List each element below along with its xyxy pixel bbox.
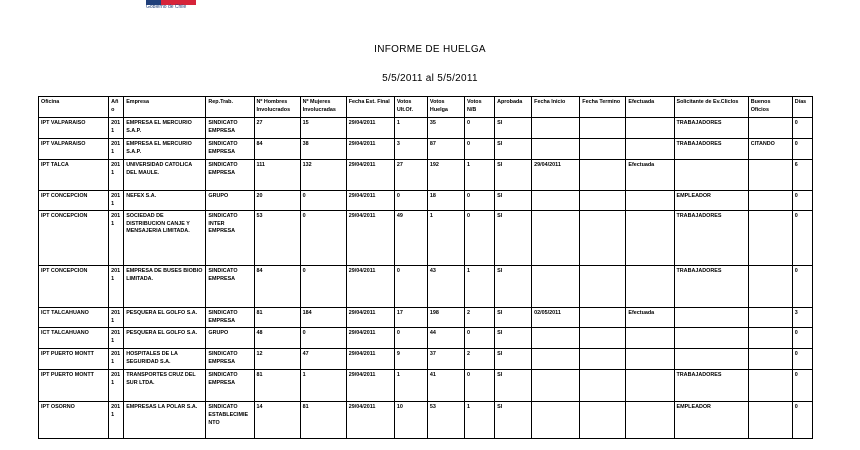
table-cell: 29/04/2011 <box>346 328 394 349</box>
table-cell: TRABAJADORES <box>674 139 748 160</box>
table-cell: 29/04/2011 <box>346 191 394 211</box>
table-cell: SI <box>495 118 532 139</box>
header-solicitante: Solicitante de Ev.Cliclos <box>674 97 748 118</box>
table-cell: SINDICATO EMPRESA <box>206 308 254 328</box>
table-cell <box>580 349 626 370</box>
header-dias: Días <box>792 97 812 118</box>
table-row <box>39 160 813 191</box>
table-cell: 84 <box>254 139 300 160</box>
header-votos-huelga: Votos Huelga <box>427 97 464 118</box>
table-cell <box>580 211 626 266</box>
table-cell: 198 <box>427 308 464 328</box>
table-cell: 0 <box>792 211 812 266</box>
header-fecha-inicio: Fecha Inicio <box>532 97 580 118</box>
table-cell: TRABAJADORES <box>674 370 748 402</box>
table-cell: TRABAJADORES <box>674 266 748 308</box>
table-cell: IPT TALCA <box>39 160 109 191</box>
table-cell <box>580 402 626 439</box>
table-cell: 9 <box>394 349 427 370</box>
table-row <box>39 328 813 349</box>
table-cell <box>748 402 792 439</box>
table-cell: SINDICATO EMPRESA <box>206 349 254 370</box>
table-cell <box>580 266 626 308</box>
header-ano: Año <box>109 97 124 118</box>
table-cell: 0 <box>465 328 495 349</box>
table-cell: EMPLEADOR <box>674 402 748 439</box>
header-buenos-oficios: Buenos Oficios <box>748 97 792 118</box>
table-cell <box>748 328 792 349</box>
table-cell: SINDICATO EMPRESA <box>206 160 254 191</box>
strike-report-table <box>38 96 813 439</box>
table-cell: SI <box>495 349 532 370</box>
table-row <box>39 370 813 402</box>
table-cell: 0 <box>300 266 346 308</box>
table-cell: IPT OSORNO <box>39 402 109 439</box>
table-cell: NEFEX S.A. <box>124 191 206 211</box>
table-cell: 0 <box>792 118 812 139</box>
table-cell: 18 <box>427 191 464 211</box>
table-cell: 184 <box>300 308 346 328</box>
table-cell: 0 <box>300 328 346 349</box>
table-cell: 53 <box>254 211 300 266</box>
table-cell: IPT PUERTO MONTT <box>39 370 109 402</box>
table-cell: TRANSPORTES CRUZ DEL SUR LTDA. <box>124 370 206 402</box>
table-cell <box>580 191 626 211</box>
table-cell: 14 <box>254 402 300 439</box>
table-cell: 12 <box>254 349 300 370</box>
table-row <box>39 349 813 370</box>
table-cell: SINDICATO EMPRESA <box>206 370 254 402</box>
table-cell: EMPRESAS LA POLAR S.A. <box>124 402 206 439</box>
table-cell: ICT TALCAHUANO <box>39 308 109 328</box>
table-cell <box>748 160 792 191</box>
table-cell: 0 <box>300 211 346 266</box>
table-cell: 0 <box>465 370 495 402</box>
table-cell: 29/04/2011 <box>346 308 394 328</box>
table-cell <box>626 328 674 349</box>
table-cell: 29/04/2011 <box>346 160 394 191</box>
table-cell <box>748 266 792 308</box>
table-cell: Efectuada <box>626 308 674 328</box>
table-cell <box>532 118 580 139</box>
table-cell: 0 <box>792 349 812 370</box>
table-cell: 0 <box>465 139 495 160</box>
table-cell <box>626 139 674 160</box>
logo-text: Gobierno de Chile <box>146 4 187 10</box>
table-cell: 1 <box>427 211 464 266</box>
table-cell: 1 <box>465 266 495 308</box>
table-cell: 87 <box>427 139 464 160</box>
table-cell: 20 <box>254 191 300 211</box>
table-row <box>39 402 813 439</box>
table-cell: 29/04/2011 <box>346 370 394 402</box>
table-cell: 29/04/2011 <box>346 349 394 370</box>
header-fecha-est-final: Fecha Est. Final <box>346 97 394 118</box>
table-cell: 81 <box>254 370 300 402</box>
table-cell: 29/04/2011 <box>346 139 394 160</box>
table-cell: 37 <box>427 349 464 370</box>
table-row <box>39 191 813 211</box>
table-cell <box>580 328 626 349</box>
table-cell <box>580 308 626 328</box>
table-cell <box>532 211 580 266</box>
table-cell: SINDICATO EMPRESA <box>206 118 254 139</box>
table-cell <box>532 328 580 349</box>
table-cell: SI <box>495 328 532 349</box>
table-cell: SINDICATO INTER EMPRESA <box>206 211 254 266</box>
table-cell: 0 <box>792 266 812 308</box>
table-cell: EMPRESA EL MERCURIO S.A.P. <box>124 118 206 139</box>
header-votos-ult-of: Votos Ult.Of. <box>394 97 427 118</box>
table-cell: 2 <box>465 349 495 370</box>
table-cell: IPT CONCEPCION <box>39 266 109 308</box>
table-cell: SOCIEDAD DE DISTRIBUCION CANJE Y MENSAJERIA LIMITADA. <box>124 211 206 266</box>
table-cell: 27 <box>254 118 300 139</box>
table-cell: 0 <box>465 211 495 266</box>
table-cell: 132 <box>300 160 346 191</box>
table-cell: 17 <box>394 308 427 328</box>
table-cell: EMPRESA DE BUSES BIOBIO LIMITADA. <box>124 266 206 308</box>
table-cell: 0 <box>792 139 812 160</box>
table-cell: SI <box>495 370 532 402</box>
header-rep-trab: Rep.Trab. <box>206 97 254 118</box>
table-cell <box>626 402 674 439</box>
table-cell: 2011 <box>109 139 124 160</box>
table-cell: 1 <box>394 370 427 402</box>
table-cell <box>532 370 580 402</box>
table-cell: 6 <box>792 160 812 191</box>
table-cell: IPT VALPARAISO <box>39 118 109 139</box>
table-cell: 0 <box>300 191 346 211</box>
table-cell <box>532 266 580 308</box>
table-cell: IPT CONCEPCION <box>39 211 109 266</box>
table-cell: SI <box>495 160 532 191</box>
table-cell <box>748 308 792 328</box>
table-cell: 41 <box>427 370 464 402</box>
table-cell: 2 <box>465 308 495 328</box>
table-cell: 0 <box>465 118 495 139</box>
table-header-row <box>39 97 813 118</box>
table-cell <box>626 191 674 211</box>
table-cell: 0 <box>394 328 427 349</box>
table-cell: SI <box>495 402 532 439</box>
table-cell: UNIVERSIDAD CATOLICA DEL MAULE. <box>124 160 206 191</box>
table-cell <box>674 349 748 370</box>
table-row <box>39 118 813 139</box>
header-fecha-termino: Fecha Termino <box>580 97 626 118</box>
table-cell: SI <box>495 191 532 211</box>
table-cell: EMPRESA EL MERCURIO S.A.P. <box>124 139 206 160</box>
table-cell: 43 <box>427 266 464 308</box>
table-cell <box>748 118 792 139</box>
table-cell <box>674 160 748 191</box>
table-cell: 0 <box>792 328 812 349</box>
header-aprobada: Aprobada <box>495 97 532 118</box>
table-cell: IPT VALPARAISO <box>39 139 109 160</box>
table-cell: 2011 <box>109 349 124 370</box>
table-cell: 35 <box>427 118 464 139</box>
gobierno-logo <box>146 0 196 14</box>
table-cell: 0 <box>394 191 427 211</box>
table-cell <box>748 191 792 211</box>
table-row <box>39 266 813 308</box>
table-cell: 2011 <box>109 266 124 308</box>
table-cell: 38 <box>300 139 346 160</box>
table-row <box>39 211 813 266</box>
table-cell: 81 <box>254 308 300 328</box>
table-cell <box>580 370 626 402</box>
table-cell: 3 <box>394 139 427 160</box>
table-cell: SI <box>495 266 532 308</box>
table-cell <box>626 349 674 370</box>
table-cell: 0 <box>792 191 812 211</box>
table-cell: 81 <box>300 402 346 439</box>
table-cell: 48 <box>254 328 300 349</box>
table-cell: 29/04/2011 <box>346 118 394 139</box>
table-cell: SINDICATO ESTABLECIMIENTO <box>206 402 254 439</box>
table-cell: 1 <box>465 402 495 439</box>
table-cell: 0 <box>792 370 812 402</box>
table-cell: 3 <box>792 308 812 328</box>
table-cell: HOSPITALES DE LA SEGURIDAD S.A. <box>124 349 206 370</box>
table-cell: 0 <box>465 191 495 211</box>
table-cell: TRABAJADORES <box>674 118 748 139</box>
table-cell: 10 <box>394 402 427 439</box>
table-body <box>39 118 813 439</box>
table-cell: GRUPO <box>206 328 254 349</box>
table-cell <box>674 328 748 349</box>
table-cell: SI <box>495 211 532 266</box>
table-cell: 1 <box>394 118 427 139</box>
table-cell: ICT TALCAHUANO <box>39 328 109 349</box>
table-cell: SI <box>495 139 532 160</box>
table-cell: SINDICATO EMPRESA <box>206 139 254 160</box>
table-cell <box>626 211 674 266</box>
header-empresa: Empresa <box>124 97 206 118</box>
table-cell: 84 <box>254 266 300 308</box>
table-cell: GRUPO <box>206 191 254 211</box>
header-mujeres: Nº Mujeres Involucradas <box>300 97 346 118</box>
table-cell: 1 <box>465 160 495 191</box>
table-cell: 15 <box>300 118 346 139</box>
table-cell: 2011 <box>109 402 124 439</box>
table-cell <box>748 349 792 370</box>
report-period: 5/5/2011 al 5/5/2011 <box>382 73 478 84</box>
table-cell: 2011 <box>109 191 124 211</box>
table-cell: SI <box>495 308 532 328</box>
table-cell <box>748 370 792 402</box>
table-cell <box>626 266 674 308</box>
table-cell: 27 <box>394 160 427 191</box>
table-cell: 2011 <box>109 370 124 402</box>
table-cell: 111 <box>254 160 300 191</box>
table-cell: 49 <box>394 211 427 266</box>
table-cell: IPT PUERTO MONTT <box>39 349 109 370</box>
table-row <box>39 308 813 328</box>
table-cell <box>532 139 580 160</box>
table-cell: 29/04/2011 <box>346 266 394 308</box>
table-cell: 29/04/2011 <box>346 211 394 266</box>
table-cell: CITANDO <box>748 139 792 160</box>
table-cell: TRABAJADORES <box>674 211 748 266</box>
table-cell <box>532 349 580 370</box>
table-cell <box>532 402 580 439</box>
table-cell: 2011 <box>109 328 124 349</box>
table-cell: 47 <box>300 349 346 370</box>
table-cell: 2011 <box>109 308 124 328</box>
table-cell: 1 <box>300 370 346 402</box>
report-title: INFORME DE HUELGA <box>374 44 486 55</box>
table-cell: PESQUERA EL GOLFO S.A. <box>124 328 206 349</box>
table-cell: EMPLEADOR <box>674 191 748 211</box>
table-cell: IPT CONCEPCION <box>39 191 109 211</box>
header-efectuada: Efectuada <box>626 97 674 118</box>
table-cell: 2011 <box>109 211 124 266</box>
table-cell <box>580 160 626 191</box>
header-hombres: Nº Hombres Involucrados <box>254 97 300 118</box>
header-oficina: Oficina <box>39 97 109 118</box>
table-cell: 0 <box>792 402 812 439</box>
table-row <box>39 139 813 160</box>
table-cell: 0 <box>394 266 427 308</box>
table-cell <box>580 118 626 139</box>
table-cell: 02/05/2011 <box>532 308 580 328</box>
table-cell: 192 <box>427 160 464 191</box>
table-cell <box>626 118 674 139</box>
table-cell <box>748 211 792 266</box>
table-cell <box>674 308 748 328</box>
table-cell: 2011 <box>109 118 124 139</box>
table-cell: PESQUERA EL GOLFO S.A. <box>124 308 206 328</box>
table-cell: 44 <box>427 328 464 349</box>
table-cell <box>626 370 674 402</box>
table-cell <box>532 191 580 211</box>
header-votos-nb: Votos N/B <box>465 97 495 118</box>
table-cell: 29/04/2011 <box>346 402 394 439</box>
table-cell <box>580 139 626 160</box>
table-cell: Efectuada <box>626 160 674 191</box>
table-cell: 53 <box>427 402 464 439</box>
table-cell: 2011 <box>109 160 124 191</box>
table-cell: SINDICATO EMPRESA <box>206 266 254 308</box>
table-cell: 29/04/2011 <box>532 160 580 191</box>
